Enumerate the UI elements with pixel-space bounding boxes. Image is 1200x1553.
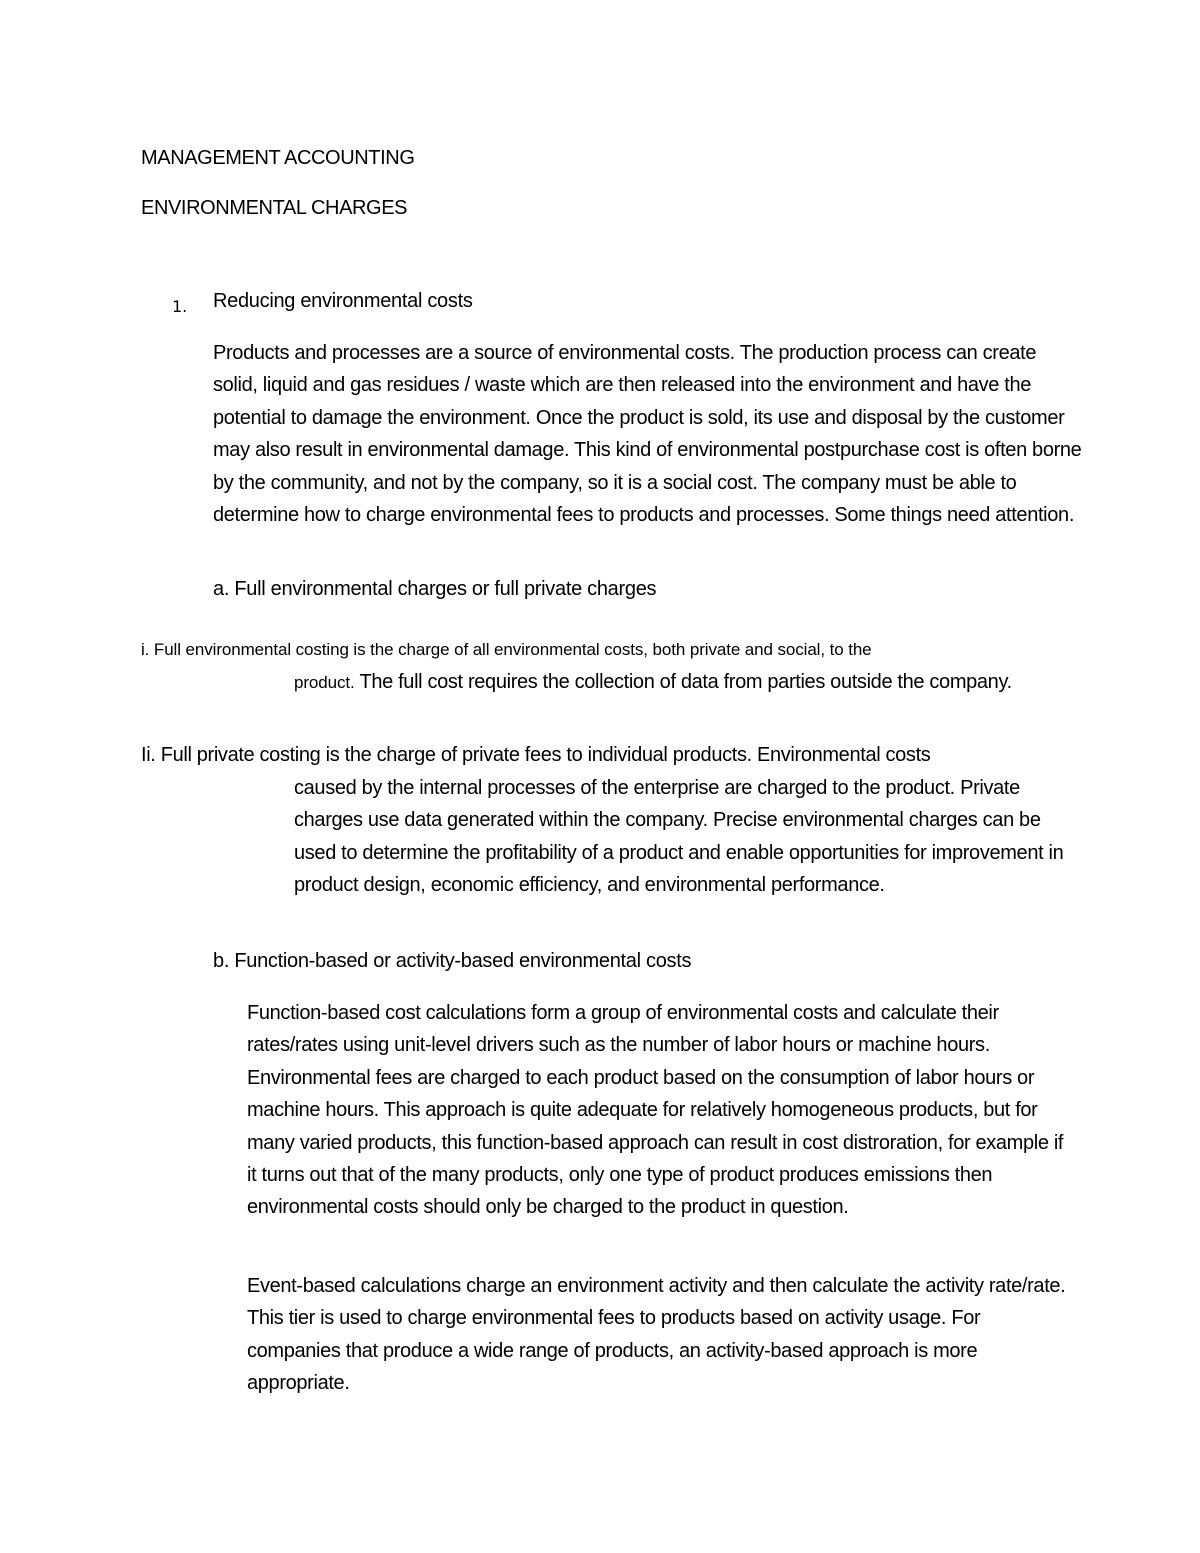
event-based-paragraph: Event-based calculations charge an environment activity and then calculate the activity rate/rate. This tier is used to charge environmental fees to products based on activity usage. For companies that produce a wide range of products, an activity-based approach is more appropriate. (247, 1275, 1066, 1395)
item-ii-first-line: Ii. Full private costing is the charge of private fees to individual products. Environmental costs (141, 744, 931, 766)
document-subtitle: ENVIRONMENTAL CHARGES (141, 197, 408, 219)
section-number: 1. (172, 297, 188, 316)
item-i-first-line: i. Full environmental costing is the charge of all environmental costs, both private and social, to the (141, 640, 872, 659)
subsection-b-title: b. Function-based or activity-based environmental costs (213, 950, 692, 972)
subsection-a-title: a. Full environmental charges or full private charges (213, 578, 657, 600)
document-title: MANAGEMENT ACCOUNTING (141, 147, 415, 169)
item-ii-continuation: caused by the internal processes of the enterprise are charged to the product. Private charges use data generated within the company. Precise environmental charges can be used to determine the profitability of a product and enable opportunities for improvement in product design, economic efficiency, and environmental performance. (294, 776, 1064, 896)
item-i-continuation (141, 666, 1054, 699)
section-title: Reducing environmental costs (213, 290, 473, 312)
list-item-i (141, 633, 1041, 699)
item-i-rest: The full cost requires the collection of data from parties outside the company. (354, 671, 1012, 693)
function-based-paragraph: Function-based cost calculations form a group of environmental costs and calculate their rates/rates using unit-level drivers such as the number of labor hours or machine hours. Environmental fees are charged to each product based on the consumption of labor hours or machine hours. This approach is quite adequate for relatively homogeneous products, but for many varied products, this function-based approach can result in cost distroration, for example if it turns out that of the many products, only one type of product produces emissions then environmental costs should only be charged to the product in question. (247, 1002, 1064, 1219)
list-item-ii (141, 739, 1064, 902)
intro-paragraph: Products and processes are a source of environmental costs. The production process can create solid, liquid and gas residues / waste which are then released into the environment and have the potential to damage the environment. Once the product is sold, its use and disposal by the customer may also result in environmental damage. This kind of environmental postpurchase cost is often borne by the community, and not by the company, so it is a social cost. The company must be able to determine how to charge environmental fees to products and processes. Some things need attention. (213, 342, 1082, 527)
item-i-first-word: product. (294, 673, 355, 692)
